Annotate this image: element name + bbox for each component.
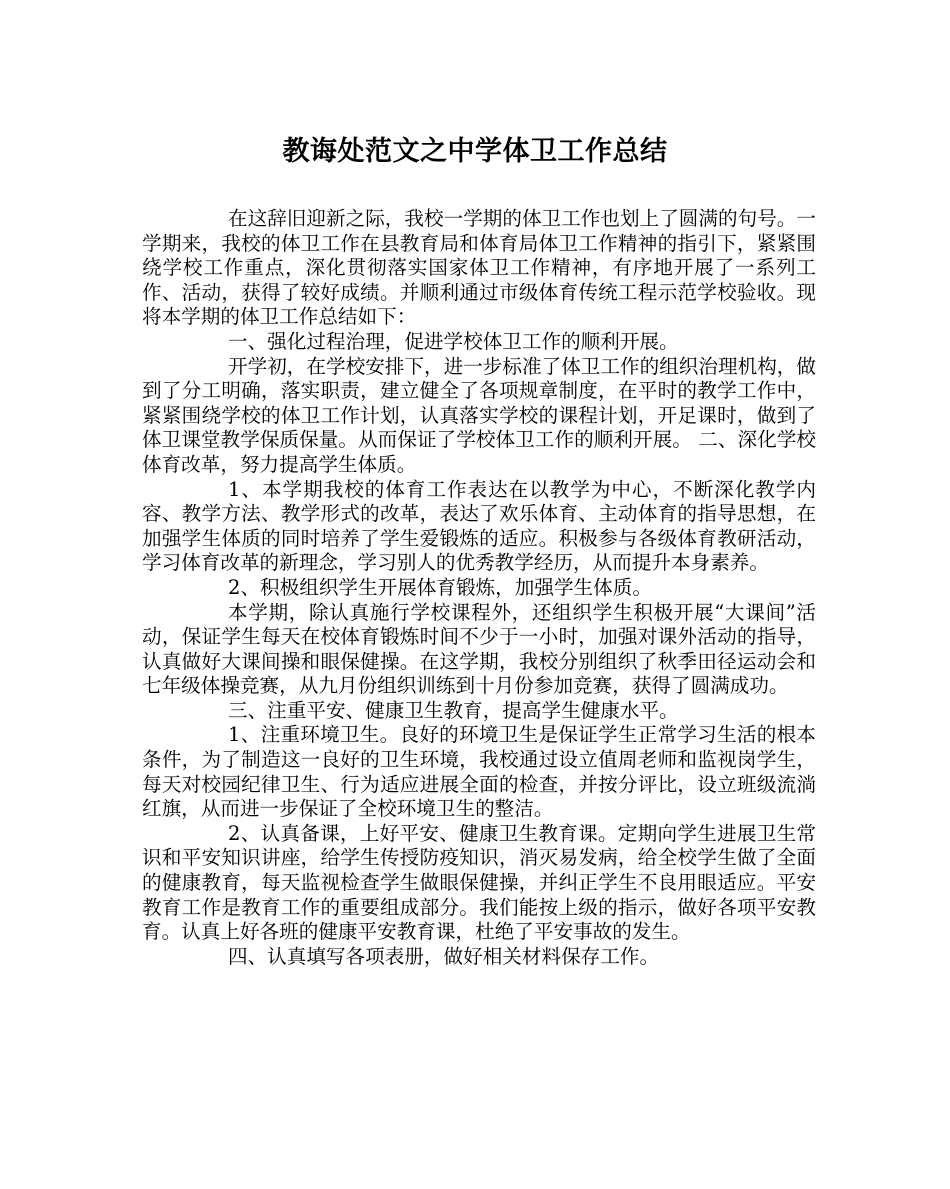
paragraph-intro: 在这辞旧迎新之际，我校一学期的体卫工作也划上了圆满的句号。一学期来，我校的体卫工作在县教育局和体育局体卫工作精神的指引下，紧紧围绕学校工作重点，深化贯彻落实国家体卫工作精神，有序地开展了一系列工作、活动，获得了较好成绩。并顺利通过市级体育传统工程示范学校验收。现将本学期的体卫工作总结如下： <box>142 207 816 329</box>
document-body <box>142 207 816 969</box>
section-heading-4: 四、认真填写各项表册，做好相关材料保存工作。 <box>228 944 660 968</box>
paragraph-section-1: 开学初，在学校安排下，进一步标准了体卫工作的组织治理机构，做到了分工明确，落实职责，建立健全了各项规章制度，在平时的教学工作中，紧紧围绕学校的体卫工作计划，认真落实学校的课程计划，开足课时，做到了体卫课堂教学保质保量。从而保证了学校体卫工作的顺利开展。 二、深化学校体育改革，努力提高学生体质。 <box>142 354 816 476</box>
paragraph-item-3-1: 1、注重环境卫生。良好的环境卫生是保证学生正常学习生活的根本条件，为了制造这一良好的卫生环境，我校通过设立值周老师和监视岗学生，每天对校园纪律卫生、行为适应进展全面的检查，并按分评比，设立班级流淌红旗，从而进一步保证了全校环境卫生的整洁。 <box>142 723 816 821</box>
paragraph-item-3-2: 2、认真备课，上好平安、健康卫生教育课。定期向学生进展卫生常识和平安知识讲座，给学生传授防疫知识，消灭易发病，给全校学生做了全面的健康教育，每天监视检查学生做眼保健操，并纠正学生不良用眼适应。平安教育工作是教育工作的重要组成部分。我们能按上级的指示，做好各项平安教育。认真上好各班的健康平安教育课，杜绝了平安事故的发生。 <box>142 821 816 944</box>
section-heading-1: 一、强化过程治理，促进学校体卫工作的顺利开展。 <box>228 329 679 353</box>
section-heading-3: 三、注重平安、健康卫生教育，提高学生健康水平。 <box>228 698 679 722</box>
paragraph-item-2-1: 1、本学期我校的体育工作表达在以教学为中心，不断深化教学内容、教学方法、教学形式的改革，表达了欢乐体育、主动体育的指导思想，在加强学生体质的同时培养了学生爱锻炼的适应。积极参与各级体育教研活动，学习体育改革的新理念，学习别人的优秀教学经历，从而提升本身素养。 <box>142 477 816 575</box>
paragraph-item-2-2: 本学期，除认真施行学校课程外，还组织学生积极开展“大课间”活动，保证学生每天在校体育锻炼时间不少于一小时，加强对课外活动的指导，认真做好大课间操和眼保健操。在这学期，我校分别组织了秋季田径运动会和七年级体操竞赛，从九月份组织训练到十月份参加竞赛，获得了圆满成功。 <box>142 600 816 698</box>
subheading-2-2: 2、积极组织学生开展体育锻炼，加强学生体质。 <box>228 575 652 599</box>
document-title: 教诲处范文之中学体卫工作总结 <box>282 136 668 167</box>
